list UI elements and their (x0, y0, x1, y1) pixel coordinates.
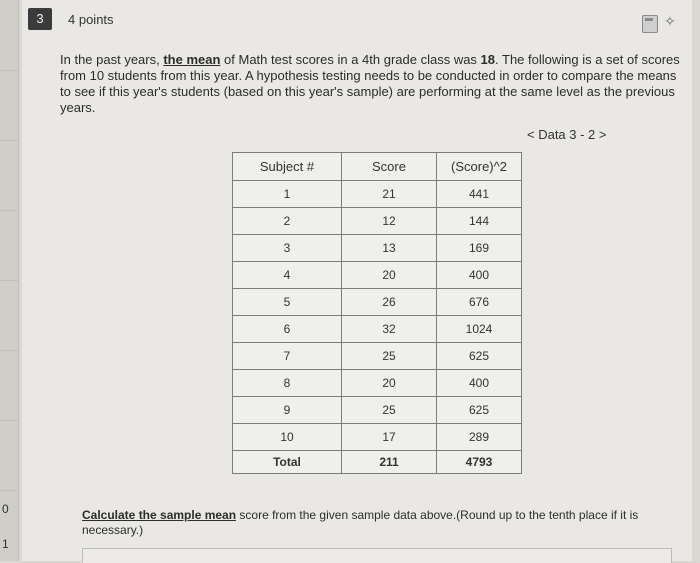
table-total-row (233, 451, 522, 474)
table-cell: 2 (233, 208, 342, 235)
total-label: Total (233, 451, 342, 474)
column-header: (Score)^2 (437, 153, 522, 181)
table-cell: 441 (437, 181, 522, 208)
gutter-divider (0, 210, 18, 211)
table-cell: 10 (233, 424, 342, 451)
table-cell: 9 (233, 397, 342, 424)
gutter-divider (0, 420, 18, 421)
total-cell: 4793 (437, 451, 522, 474)
table-row (233, 181, 522, 208)
table-cell: 1024 (437, 316, 522, 343)
left-gutter (0, 0, 19, 561)
gutter-divider (0, 70, 18, 71)
column-header: Subject # (233, 153, 342, 181)
table-cell: 25 (342, 343, 437, 370)
table-cell: 26 (342, 289, 437, 316)
table-row (233, 235, 522, 262)
instruction-text: score from the given sample data above.(Round up to the tenth place if it is necessary.) (82, 508, 639, 537)
table-cell: 32 (342, 316, 437, 343)
table-cell: 289 (437, 424, 522, 451)
calculator-icon[interactable] (642, 15, 658, 33)
table-cell: 8 (233, 370, 342, 397)
instruction-highlight: Calculate the sample mean (82, 508, 237, 522)
table-cell: 6 (233, 316, 342, 343)
question-number: 3 (28, 8, 52, 30)
gutter-number: 1 (2, 537, 9, 551)
data-table (232, 152, 522, 474)
table-cell: 1 (233, 181, 342, 208)
table-cell: 17 (342, 424, 437, 451)
table-cell: 169 (437, 235, 522, 262)
table-cell: 21 (342, 181, 437, 208)
table-row (233, 208, 522, 235)
prompt-text: . The following is a set of scores from 10 students from this year. A hypothesis testing needs to be conducted in order to compare the means to see if this year's students (based on this year's sample) are performing at the same level as the previous years. (60, 52, 680, 115)
table-row (233, 316, 522, 343)
table-cell: 400 (437, 262, 522, 289)
table-row (233, 370, 522, 397)
table-cell: 5 (233, 289, 342, 316)
total-cell: 211 (342, 451, 437, 474)
gutter-divider (0, 350, 18, 351)
data-reference: < Data 3 - 2 > (527, 127, 607, 142)
table-cell: 676 (437, 289, 522, 316)
table-cell: 625 (437, 397, 522, 424)
table-row (233, 397, 522, 424)
table-header-row (233, 153, 522, 181)
table-row (233, 424, 522, 451)
prompt-text: In the past years, (60, 52, 164, 67)
table-cell: 12 (342, 208, 437, 235)
table-row (233, 343, 522, 370)
table-row (233, 262, 522, 289)
table-cell: 625 (437, 343, 522, 370)
gutter-divider (0, 490, 18, 491)
table-cell: 20 (342, 370, 437, 397)
table-cell: 144 (437, 208, 522, 235)
question-instruction (82, 508, 682, 538)
prompt-value: 18 (480, 52, 496, 67)
gutter-divider (0, 280, 18, 281)
table-cell: 7 (233, 343, 342, 370)
prompt-text: of Math test scores in a 4th grade class was (220, 52, 481, 67)
question-prompt (60, 52, 680, 116)
table-cell: 400 (437, 370, 522, 397)
table-cell: 4 (233, 262, 342, 289)
column-header: Score (342, 153, 437, 181)
gutter-divider (0, 140, 18, 141)
table-cell: 20 (342, 262, 437, 289)
table-cell: 3 (233, 235, 342, 262)
question-points: 4 points (68, 12, 114, 27)
table-row (233, 289, 522, 316)
table-cell: 13 (342, 235, 437, 262)
table-cell: 25 (342, 397, 437, 424)
prompt-emphasis: the mean (163, 52, 221, 67)
pin-icon[interactable]: ✧ (664, 13, 676, 29)
gutter-number: 0 (2, 502, 9, 516)
